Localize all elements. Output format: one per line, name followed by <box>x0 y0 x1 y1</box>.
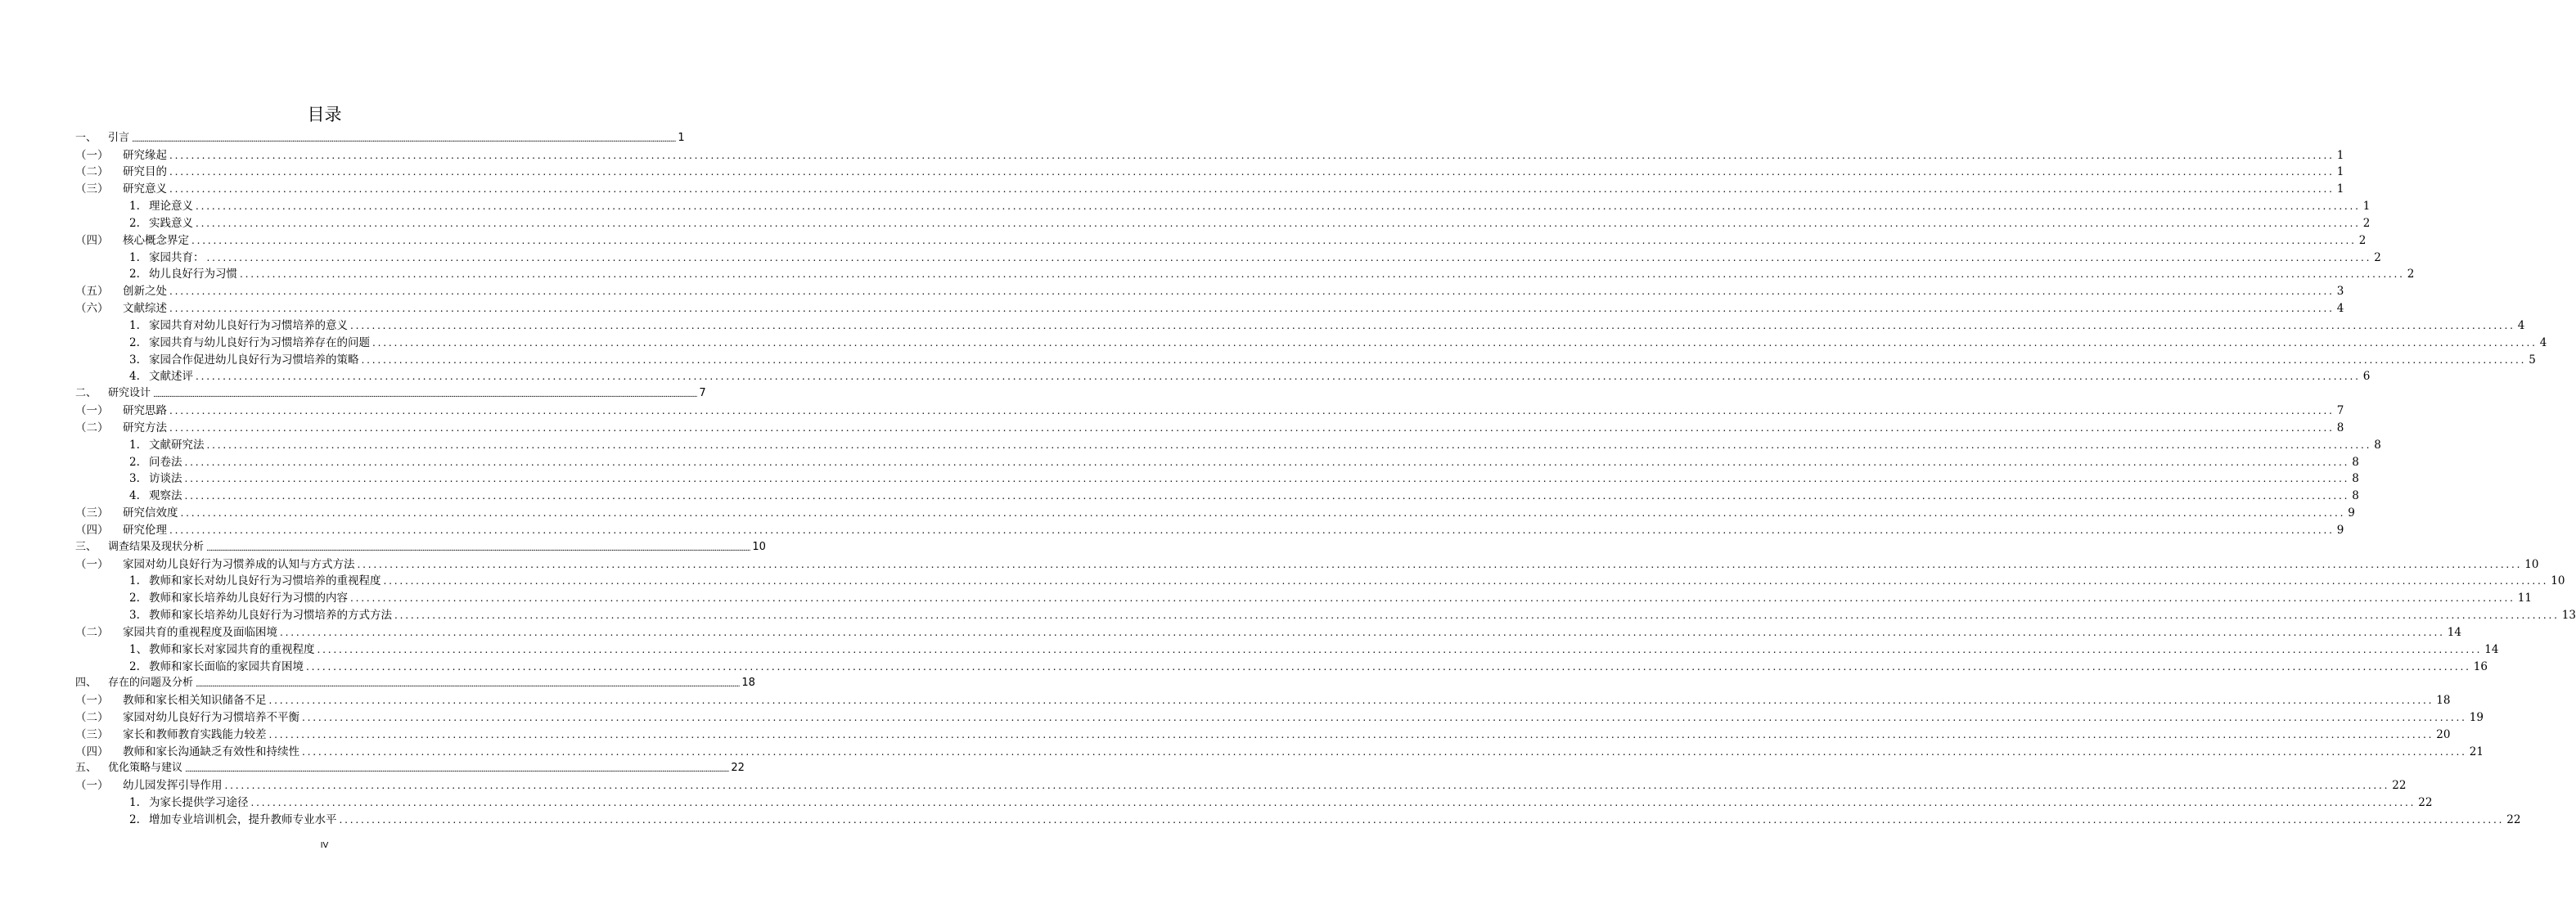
dot-leader: ................................................................................................................................................................................................................................................................................................................................................................................................................ <box>184 473 2350 485</box>
toc-entry[interactable] <box>75 658 2488 675</box>
toc-entry-page: 8 <box>2374 438 2381 452</box>
toc-entry[interactable] <box>75 470 2359 488</box>
toc-entry-number: 2. <box>129 812 140 826</box>
dot-leader: ................................................................................................................................................................................................................................................................................................................................................................................................................ <box>317 643 2483 655</box>
dot-leader: ................................................................................................................................................................................................................................................................................................................................................................................................................ <box>268 695 2434 707</box>
toc-entry-title: 教师和家长对幼儿良好行为习惯培养的重视程度 <box>149 574 381 588</box>
dot-leader: ................................................................................................................................................................................................................................................................................................................................................................................................................ <box>268 728 2434 740</box>
toc-entry-number: 三、 <box>75 540 97 553</box>
dot-leader: ................................................................................................................................................................................................................................................................................................................................................................................................................ <box>357 558 2523 570</box>
toc-entry-page: 13 <box>2561 609 2576 623</box>
toc-entry-title: 研究伦理 <box>123 523 167 537</box>
toc-entry-title: 家园共育与幼儿良好行为习惯培养存在的问题 <box>149 335 370 349</box>
toc-entry[interactable] <box>75 487 2359 504</box>
toc-entry-title: 存在的问题及分析 <box>108 677 194 690</box>
toc-entry[interactable] <box>75 419 2344 436</box>
dot-leader: ................................................................................................................................................................................................................................................................................................................................................................................................................ <box>184 456 2350 468</box>
toc-entry-title: 优化策略与建议 <box>108 762 183 775</box>
toc-entry[interactable] <box>75 538 766 556</box>
toc-entry-page: 6 <box>2362 370 2371 384</box>
toc-entry-number: 4. <box>129 489 140 503</box>
dot-leader: ................................................................................................................................................................................................................................................................................................................................................................................................................ <box>250 797 2416 809</box>
toc-entry-number: （二） <box>75 625 109 639</box>
toc-entry[interactable] <box>75 726 2451 743</box>
toc-entry[interactable] <box>75 556 2539 573</box>
toc-entry-number: 五、 <box>75 762 97 775</box>
toc-entry[interactable] <box>75 146 2344 164</box>
dot-leader: ................................................................................................................................................................................................................................................................................................................................................................................................................ <box>339 813 2505 826</box>
toc-entry-page: 4 <box>2539 335 2547 349</box>
toc-entry-title: 引言 <box>108 131 130 144</box>
toc-entry-title: 教师和家长相关知识储备不足 <box>123 694 267 708</box>
toc-entry-number: 1. <box>129 200 140 214</box>
toc-entry-number: 四、 <box>75 677 97 690</box>
toc-entry-number: （三） <box>75 727 109 741</box>
toc-entry-page: 8 <box>2352 489 2359 503</box>
toc-entry-number: 3. <box>129 353 140 367</box>
dot-leader: ................................................................................................................................................................................................................................................................................................................................................................................................................ <box>169 421 2335 434</box>
toc-entry-number: 4. <box>129 370 140 384</box>
toc-entry[interactable] <box>75 385 706 402</box>
dot-leader: ................................................................................................................................................................................................................................................................................................................................................................................................................ <box>169 149 2335 161</box>
toc-entry-title: 研究思路 <box>123 404 167 418</box>
dot-leader: ................................................................................................................................................................................................................................................................................................................................................................................................................ <box>185 766 729 775</box>
toc-entry-page: 16 <box>2473 659 2488 673</box>
toc-entry-number: （一） <box>75 404 109 418</box>
toc-entry[interactable] <box>75 589 2532 606</box>
toc-entry-number: 2. <box>129 216 140 230</box>
toc-entry-title: 家园共育对幼儿良好行为习惯培养的意义 <box>149 318 348 332</box>
dot-leader: ................................................................................................................................................................................................................................................................................................................................................................................................................ <box>361 353 2527 366</box>
dot-leader: ................................................................................................................................................................................................................................................................................................................................................................................................................ <box>169 405 2335 417</box>
toc-entry-page: 10 <box>2524 557 2539 571</box>
dot-leader: ................................................................................................................................................................................................................................................................................................................................................................................................................ <box>169 183 2335 196</box>
dot-leader: ................................................................................................................................................................................................................................................................................................................................................................................................................ <box>132 135 676 144</box>
toc-entry[interactable] <box>75 299 2344 317</box>
toc-entry-number: 一、 <box>75 131 97 144</box>
toc-entry-page: 1 <box>2336 182 2344 196</box>
toc-entry-page: 18 <box>2436 694 2451 708</box>
toc-entry-title: 研究设计 <box>108 387 151 400</box>
toc-entry-number: （一） <box>75 779 109 793</box>
toc-entry-number: 1. <box>129 318 140 332</box>
toc-entry-page: 22 <box>731 762 745 775</box>
toc-entry-title: 教师和家长沟通缺乏有效性和持续性 <box>123 745 299 758</box>
toc-entry-page: 14 <box>2484 642 2499 656</box>
toc-entry-title: 核心概念界定 <box>123 233 189 247</box>
toc-entry-title: 幼儿园发挥引导作用 <box>123 779 223 793</box>
toc-entry-title: 问卷法 <box>149 455 182 469</box>
toc-entry[interactable] <box>75 402 2344 419</box>
toc-entry-title: 家园合作促进幼儿良好行为习惯培养的策略 <box>149 353 359 367</box>
toc-entry-page: 8 <box>2352 472 2359 486</box>
dot-leader: ................................................................................................................................................................................................................................................................................................................................................................................................................ <box>169 303 2335 315</box>
toc-entry-page: 5 <box>2529 353 2536 367</box>
toc-entry-number: 2. <box>129 335 140 349</box>
toc-entry[interactable] <box>75 573 2565 590</box>
toc-entry-number: 2. <box>129 592 140 605</box>
toc-entry[interactable] <box>75 334 2547 351</box>
toc-entry-title: 教师和家长培养幼儿良好行为习惯培养的方式方法 <box>149 609 392 623</box>
toc-entry-title: 文献综述 <box>123 302 167 316</box>
toc-entry-title: 研究目的 <box>123 165 167 179</box>
toc-entry-page: 22 <box>2392 779 2407 793</box>
toc-entry-title: 增加专业培训机会，提升教师专业水平 <box>149 812 337 826</box>
toc-entry-number: 1. <box>129 796 140 810</box>
toc-entry[interactable] <box>75 453 2359 470</box>
dot-leader: ................................................................................................................................................................................................................................................................................................................................................................................................................ <box>191 234 2357 246</box>
toc-entry[interactable] <box>75 180 2344 197</box>
toc-entry[interactable] <box>75 709 2484 726</box>
toc-entry-page: 8 <box>2352 455 2359 469</box>
dot-leader: ................................................................................................................................................................................................................................................................................................................................................................................................................ <box>350 319 2515 331</box>
toc-entry-page: 4 <box>2336 302 2344 316</box>
toc-entry-title: 家园对幼儿良好行为习惯养成的认知与方式方法 <box>123 557 355 571</box>
toc-entry-title: 幼儿良好行为习惯 <box>149 268 237 281</box>
dot-leader: ................................................................................................................................................................................................................................................................................................................................................................................................................ <box>302 711 2467 723</box>
toc-entry-number: （三） <box>75 182 109 196</box>
dot-leader: ................................................................................................................................................................................................................................................................................................................................................................................................................ <box>196 371 2361 383</box>
dot-leader: ................................................................................................................................................................................................................................................................................................................................................................................................................ <box>394 610 2560 622</box>
toc-entry[interactable] <box>75 436 2381 453</box>
toc-entry[interactable] <box>75 164 2344 181</box>
toc-entry-number: 2. <box>129 659 140 673</box>
toc-entry[interactable] <box>75 521 2344 538</box>
dot-leader: ................................................................................................................................................................................................................................................................................................................................................................................................................ <box>196 681 740 690</box>
toc-entry-page: 8 <box>2336 421 2344 434</box>
dot-leader: ................................................................................................................................................................................................................................................................................................................................................................................................................ <box>206 439 2372 451</box>
toc-entry-page: 10 <box>2551 574 2565 588</box>
toc-entry-title: 研究意义 <box>123 182 167 196</box>
toc-entry-title: 研究方法 <box>123 421 167 434</box>
toc-entry-number: （六） <box>75 302 109 316</box>
toc-entry-page: 22 <box>2418 796 2433 810</box>
toc-entry-page: 2 <box>2362 216 2371 230</box>
dot-leader: ................................................................................................................................................................................................................................................................................................................................................................................................................ <box>180 507 2346 520</box>
toc-entry-number: 2. <box>129 455 140 469</box>
toc-entry-page: 18 <box>741 677 755 690</box>
dot-leader: ................................................................................................................................................................................................................................................................................................................................................................................................................ <box>196 217 2361 229</box>
toc-entry-number: 1、 <box>129 642 148 656</box>
dot-leader: ................................................................................................................................................................................................................................................................................................................................................................................................................ <box>240 268 2405 281</box>
toc-entry-number: （二） <box>75 421 109 434</box>
toc-entry-title: 家园共育： <box>149 250 205 264</box>
toc-entry-page: 1 <box>2362 200 2371 214</box>
toc-entry-number: （四） <box>75 233 109 247</box>
toc-entry-number: （三） <box>75 506 109 520</box>
toc-entry-number: 1. <box>129 438 140 452</box>
toc-entry-page: 1 <box>678 131 685 144</box>
toc-entry-number: 3. <box>129 472 140 486</box>
toc-entry-title: 教师和家长对家园共育的重视程度 <box>149 642 315 656</box>
toc-entry[interactable] <box>75 197 2371 214</box>
dot-leader: ................................................................................................................................................................................................................................................................................................................................................................................................................ <box>196 200 2361 213</box>
dot-leader: ................................................................................................................................................................................................................................................................................................................................................................................................................ <box>306 660 2471 673</box>
toc-entry-page: 21 <box>2469 745 2484 758</box>
toc-entry-number: （五） <box>75 285 109 299</box>
toc-entry[interactable] <box>75 351 2536 368</box>
toc-entry-title: 观察法 <box>149 489 182 503</box>
toc-entry[interactable] <box>75 266 2415 283</box>
toc-entry[interactable] <box>75 368 2371 385</box>
toc-entry[interactable] <box>75 282 2344 299</box>
toc-entry[interactable] <box>75 776 2407 794</box>
toc-entry-page: 22 <box>2506 812 2521 826</box>
toc-entry-title: 家园对幼儿良好行为习惯培养不平衡 <box>123 710 299 724</box>
toc-entry[interactable] <box>75 317 2525 334</box>
toc-entry-page: 11 <box>2517 592 2532 605</box>
toc-entry-title: 文献述评 <box>149 370 193 384</box>
toc-entry[interactable] <box>75 743 2484 760</box>
toc-entry-number: （二） <box>75 165 109 179</box>
dot-leader: ................................................................................................................................................................................................................................................................................................................................................................................................................ <box>372 336 2538 349</box>
dot-leader: ................................................................................................................................................................................................................................................................................................................................................................................................................ <box>169 286 2335 298</box>
toc-entry-page: 1 <box>2336 148 2344 162</box>
toc-entry-number: （四） <box>75 745 109 758</box>
toc-entry-number: 3. <box>129 609 140 623</box>
toc-entry[interactable] <box>75 760 745 777</box>
toc-entry-title: 访谈法 <box>149 472 182 486</box>
toc-entry-title: 研究缘起 <box>123 148 167 162</box>
toc-entry-page: 3 <box>2336 285 2344 299</box>
toc-entry-number: （二） <box>75 710 109 724</box>
toc-entry-title: 家长和教师教育实践能力较差 <box>123 727 267 741</box>
dot-leader: ................................................................................................................................................................................................................................................................................................................................................................................................................ <box>383 575 2549 587</box>
toc-entry-title: 理论意义 <box>149 200 193 214</box>
toc-entry-number: 二、 <box>75 387 97 400</box>
toc-entry-page: 2 <box>2407 268 2415 281</box>
toc-entry-title: 调查结果及现状分析 <box>108 540 205 553</box>
toc-entry-page: 7 <box>699 387 706 400</box>
toc-title: 目录 <box>307 105 342 124</box>
toc-entry-number: （一） <box>75 557 109 571</box>
dot-leader: ................................................................................................................................................................................................................................................................................................................................................................................................................ <box>206 251 2372 263</box>
dot-leader: ................................................................................................................................................................................................................................................................................................................................................................................................................ <box>184 490 2350 502</box>
toc-entry[interactable] <box>75 214 2371 232</box>
toc-entry-page: 2 <box>2358 233 2367 247</box>
toc-entry[interactable] <box>75 675 755 692</box>
toc-entry[interactable] <box>75 623 2461 641</box>
toc-entry-title: 创新之处 <box>123 285 167 299</box>
toc-entry-page: 20 <box>2436 727 2451 741</box>
toc-entry[interactable] <box>75 691 2451 709</box>
dot-leader: ................................................................................................................................................................................................................................................................................................................................................................................................................ <box>206 544 750 553</box>
toc-entry-title: 文献研究法 <box>149 438 205 452</box>
toc-entry[interactable] <box>75 129 685 146</box>
table-of-contents <box>75 129 2576 828</box>
dot-leader: ................................................................................................................................................................................................................................................................................................................................................................................................................ <box>224 780 2390 792</box>
toc-entry-number: 1. <box>129 574 140 588</box>
toc-entry-number: （一） <box>75 148 109 162</box>
toc-entry[interactable] <box>75 504 2355 521</box>
toc-entry-title: 为家长提供学习途径 <box>149 796 249 810</box>
toc-entry-page: 9 <box>2348 506 2355 520</box>
toc-entry-title: 家园共育的重视程度及面临困境 <box>123 625 277 639</box>
toc-entry-title: 教师和家长培养幼儿良好行为习惯的内容 <box>149 592 348 605</box>
page-number: IV <box>320 841 329 850</box>
toc-entry-number: （一） <box>75 694 109 708</box>
toc-entry[interactable] <box>75 641 2499 658</box>
dot-leader: ................................................................................................................................................................................................................................................................................................................................................................................................................ <box>350 592 2515 605</box>
dot-leader: ................................................................................................................................................................................................................................................................................................................................................................................................................ <box>302 745 2467 758</box>
toc-entry-page: 19 <box>2469 710 2484 724</box>
dot-leader: ................................................................................................................................................................................................................................................................................................................................................................................................................ <box>153 391 697 400</box>
toc-entry-page: 10 <box>752 540 766 553</box>
toc-entry-title: 实践意义 <box>149 216 193 230</box>
toc-entry-page: 9 <box>2336 523 2344 537</box>
toc-entry-page: 2 <box>2374 250 2381 264</box>
toc-entry[interactable] <box>75 794 2433 811</box>
toc-entry-number: （四） <box>75 523 109 537</box>
toc-entry-page: 4 <box>2517 318 2525 332</box>
toc-entry[interactable] <box>75 811 2521 828</box>
dot-leader: ................................................................................................................................................................................................................................................................................................................................................................................................................ <box>169 524 2335 536</box>
toc-entry-title: 研究信效度 <box>123 506 178 520</box>
toc-entry-page: 7 <box>2336 404 2344 418</box>
dot-leader: ................................................................................................................................................................................................................................................................................................................................................................................................................ <box>169 166 2335 178</box>
toc-entry[interactable] <box>75 232 2367 249</box>
toc-entry-number: 1. <box>129 250 140 264</box>
toc-entry[interactable] <box>75 249 2381 266</box>
toc-entry-title: 教师和家长面临的家园共育困境 <box>149 659 304 673</box>
toc-entry[interactable] <box>75 606 2576 623</box>
dot-leader: ................................................................................................................................................................................................................................................................................................................................................................................................................ <box>280 626 2445 638</box>
toc-entry-page: 1 <box>2336 165 2344 179</box>
toc-entry-page: 14 <box>2447 625 2461 639</box>
toc-entry-number: 2. <box>129 268 140 281</box>
